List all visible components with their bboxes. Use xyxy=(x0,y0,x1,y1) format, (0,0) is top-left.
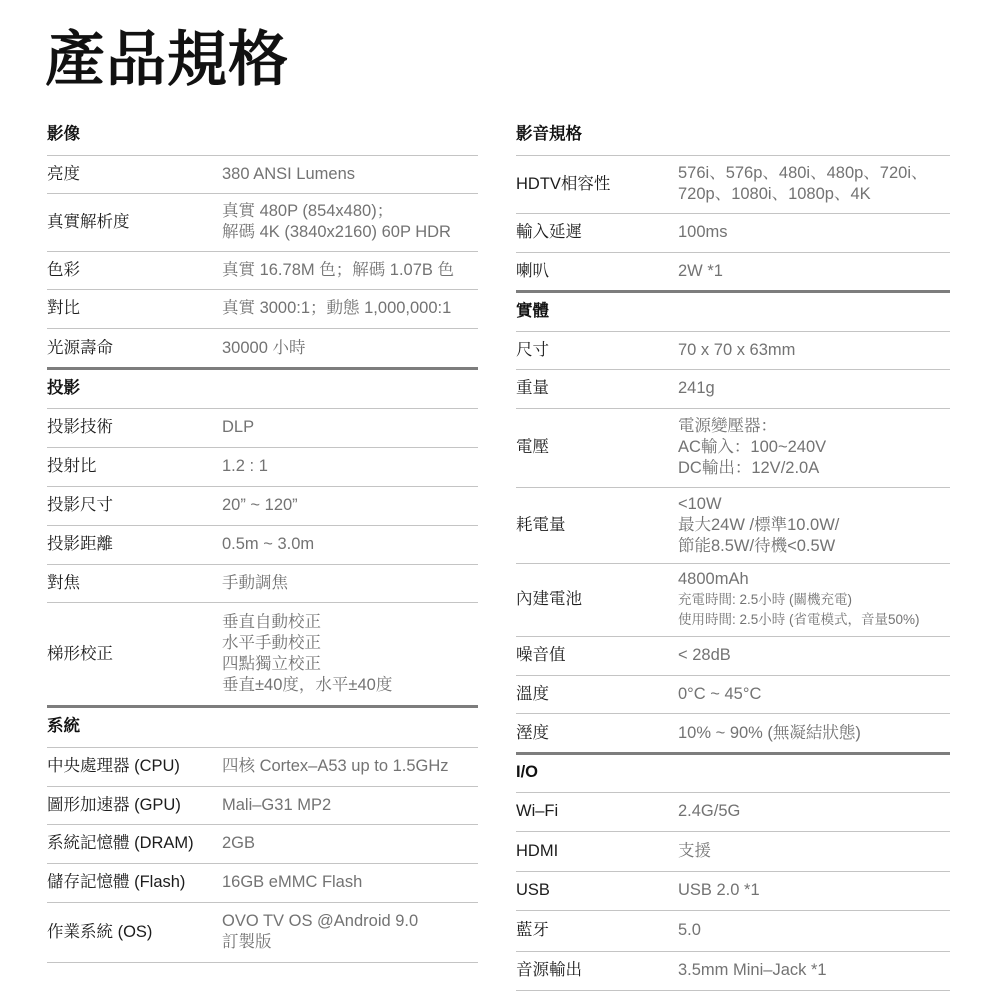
spec-value-line: < 28dB xyxy=(678,646,731,664)
spec-value xyxy=(678,723,950,744)
spec-label: 內建電池 xyxy=(516,590,582,608)
page-title: 產品規格 xyxy=(45,26,289,93)
spec-row xyxy=(516,252,950,291)
spec-value xyxy=(678,261,950,282)
spec-value xyxy=(222,911,478,953)
section-header xyxy=(47,706,478,747)
spec-value-line: 2GB xyxy=(222,834,256,852)
spec-row xyxy=(47,747,478,786)
spec-value-line: 2W *1 xyxy=(678,262,723,280)
spec-label: 作業系統 (OS) xyxy=(47,922,153,941)
section-title: 實體 xyxy=(516,301,549,320)
spec-value xyxy=(678,163,950,205)
spec-value-line: 解碼 4K (3840x2160) 60P HDR xyxy=(222,223,451,241)
spec-row xyxy=(47,155,478,193)
spec-value-line: DC輸出：12V/2.0A xyxy=(678,459,820,477)
spec-value xyxy=(678,494,950,557)
spec-label: 亮度 xyxy=(47,164,80,183)
section-title: I/O xyxy=(516,763,539,781)
spec-value-line: 四點獨立校正 xyxy=(222,655,321,673)
spec-value-line: 支援 xyxy=(678,841,711,860)
spec-value xyxy=(678,920,950,941)
section-header xyxy=(516,753,950,792)
spec-value-line: 0.5m ~ 3.0m xyxy=(222,535,315,553)
spec-row xyxy=(47,251,478,289)
spec-value xyxy=(222,338,478,359)
spec-row xyxy=(516,155,950,213)
spec-label: 對焦 xyxy=(47,573,80,592)
spec-label: 溼度 xyxy=(516,723,549,742)
spec-value xyxy=(678,378,950,399)
spec-value-line: 5.0 xyxy=(678,921,701,939)
spec-value-line: 70 x 70 x 63mm xyxy=(678,340,796,359)
spec-value-line: Mali–G31 MP2 xyxy=(222,795,332,814)
spec-value xyxy=(222,417,478,438)
spec-row xyxy=(516,636,950,675)
spec-value-line: 四核 Cortex–A53 up to 1.5GHz xyxy=(222,757,449,775)
spec-label: 投影距離 xyxy=(47,535,113,553)
row-divider xyxy=(516,990,950,991)
spec-value xyxy=(678,645,950,666)
spec-label: HDTV相容性 xyxy=(516,174,611,193)
section-title: 系統 xyxy=(47,717,80,735)
spec-value xyxy=(678,960,950,981)
spec-label: 儲存記憶體 (Flash) xyxy=(47,873,186,891)
spec-label: 系統記憶體 (DRAM) xyxy=(47,834,194,852)
section-title: 投影 xyxy=(47,378,80,397)
spec-value xyxy=(222,164,478,185)
spec-label: 電壓 xyxy=(516,438,549,456)
spec-row xyxy=(47,602,478,706)
spec-value-line: 垂直自動校正 xyxy=(222,613,321,631)
spec-value xyxy=(678,569,950,630)
spec-value xyxy=(222,456,478,477)
spec-label: 溫度 xyxy=(516,684,549,703)
spec-label: 對比 xyxy=(47,299,80,317)
spec-label: 梯形校正 xyxy=(47,644,113,663)
spec-value-line: 節能8.5W/待機<0.5W xyxy=(678,536,836,555)
spec-value xyxy=(678,880,950,901)
spec-row xyxy=(516,331,950,369)
spec-value xyxy=(222,795,478,816)
spec-label: 投影尺寸 xyxy=(47,496,113,514)
row-divider xyxy=(47,962,478,963)
spec-row xyxy=(47,447,478,486)
spec-label: 投影技術 xyxy=(47,418,113,436)
spec-value-line: 2.4G/5G xyxy=(678,802,741,820)
spec-value-line: 充電時間: 2.5小時 (關機充電) xyxy=(678,592,853,607)
spec-row xyxy=(47,525,478,564)
spec-value-line: 241g xyxy=(678,379,715,397)
spec-row xyxy=(516,369,950,408)
spec-value xyxy=(222,573,478,594)
spec-row xyxy=(47,902,478,962)
spec-row xyxy=(516,792,950,831)
spec-value-line: 100ms xyxy=(678,223,728,241)
spec-label: 色彩 xyxy=(47,260,80,279)
spec-label: 中央處理器 (CPU) xyxy=(47,757,180,775)
spec-row xyxy=(47,863,478,902)
spec-label: 尺寸 xyxy=(516,340,549,359)
spec-value xyxy=(678,801,950,822)
spec-label: 喇叭 xyxy=(516,262,549,280)
spec-value xyxy=(678,684,950,705)
spec-value xyxy=(222,534,478,555)
spec-value xyxy=(678,841,950,862)
spec-row xyxy=(516,487,950,563)
spec-label: USB xyxy=(516,881,550,899)
spec-row xyxy=(47,824,478,863)
spec-row xyxy=(47,786,478,824)
spec-value-line: 真實 16.78M 色；解碼 1.07B 色 xyxy=(222,260,454,279)
spec-value-line: 4800mAh xyxy=(678,570,749,588)
right-spec-column xyxy=(516,0,950,1000)
spec-value-line: 30000 小時 xyxy=(222,338,306,357)
spec-row xyxy=(47,486,478,525)
spec-value xyxy=(222,756,478,777)
spec-value-line: 最大24W /標準10.0W/ xyxy=(678,515,840,534)
spec-value xyxy=(222,201,478,243)
section-header xyxy=(516,291,950,331)
spec-row xyxy=(47,193,478,251)
spec-value-line: 1.2 : 1 xyxy=(222,457,268,475)
spec-value-line: 真實 3000:1；動態 1,000,000:1 xyxy=(222,299,452,317)
spec-value-line: 訂製版 xyxy=(222,933,272,951)
spec-label: 投射比 xyxy=(47,457,97,475)
spec-value-line: AC輸入：100~240V xyxy=(678,438,827,456)
spec-row xyxy=(516,951,950,990)
spec-label: 圖形加速器 (GPU) xyxy=(47,795,181,814)
spec-label: 重量 xyxy=(516,379,549,397)
spec-value-line: 0°C ~ 45°C xyxy=(678,684,762,703)
spec-value xyxy=(222,495,478,516)
spec-value-line: 水平手動校正 xyxy=(222,634,321,652)
spec-label: HDMI xyxy=(516,841,559,860)
spec-value-line: OVO TV OS @Android 9.0 xyxy=(222,912,419,930)
spec-label: 噪音值 xyxy=(516,646,566,664)
spec-value xyxy=(678,416,950,479)
spec-row xyxy=(516,713,950,753)
spec-value-line: USB 2.0 *1 xyxy=(678,881,760,899)
spec-row xyxy=(516,831,950,871)
spec-value-line: 576i、576p、480i、480p、720i、 xyxy=(678,164,928,182)
section-header xyxy=(47,368,478,408)
spec-label: Wi–Fi xyxy=(516,802,559,820)
spec-value-line: 3.5mm Mini–Jack *1 xyxy=(678,961,827,979)
spec-label: 光源壽命 xyxy=(47,338,113,357)
section-title: 影像 xyxy=(47,124,80,143)
spec-value xyxy=(678,222,950,243)
section-title: 影音規格 xyxy=(516,124,582,143)
spec-value-line: 10% ~ 90% (無凝結狀態) xyxy=(678,723,861,742)
spec-row xyxy=(516,563,950,636)
spec-value-line: DLP xyxy=(222,418,255,436)
left-spec-column xyxy=(47,0,478,1000)
section-header xyxy=(47,113,478,155)
spec-row xyxy=(516,408,950,487)
spec-value xyxy=(678,340,950,361)
spec-label: 藍牙 xyxy=(516,921,549,939)
spec-label: 耗電量 xyxy=(516,515,566,534)
spec-row xyxy=(47,408,478,447)
spec-value xyxy=(222,833,478,854)
spec-row xyxy=(47,564,478,602)
section-header xyxy=(516,113,950,155)
spec-value xyxy=(222,298,478,319)
spec-value xyxy=(222,872,478,893)
spec-value xyxy=(222,612,478,696)
spec-row xyxy=(47,289,478,328)
spec-value-line: 電源變壓器： xyxy=(678,417,777,435)
spec-value-line: 380 ANSI Lumens xyxy=(222,164,355,183)
spec-value-line: 垂直±40度，水平±40度 xyxy=(222,676,393,694)
spec-row xyxy=(47,328,478,368)
spec-value-line: 使用時間: 2.5小時 (省電模式，音量50%) xyxy=(678,612,920,627)
spec-row xyxy=(516,871,950,910)
spec-row xyxy=(516,213,950,252)
spec-row xyxy=(516,675,950,713)
spec-value-line: <10W xyxy=(678,494,722,513)
spec-value-line: 720p、1080i、1080p、4K xyxy=(678,185,871,203)
spec-value-line: 20” ~ 120” xyxy=(222,496,298,514)
spec-label: 音源輸出 xyxy=(516,961,582,979)
spec-value-line: 16GB eMMC Flash xyxy=(222,873,363,891)
spec-label: 真實解析度 xyxy=(47,212,130,231)
spec-value-line: 手動調焦 xyxy=(222,573,288,592)
spec-row xyxy=(516,910,950,951)
spec-label: 輸入延遲 xyxy=(516,223,582,241)
spec-value-line: 真實 480P (854x480)； xyxy=(222,202,394,220)
spec-value xyxy=(222,260,478,281)
